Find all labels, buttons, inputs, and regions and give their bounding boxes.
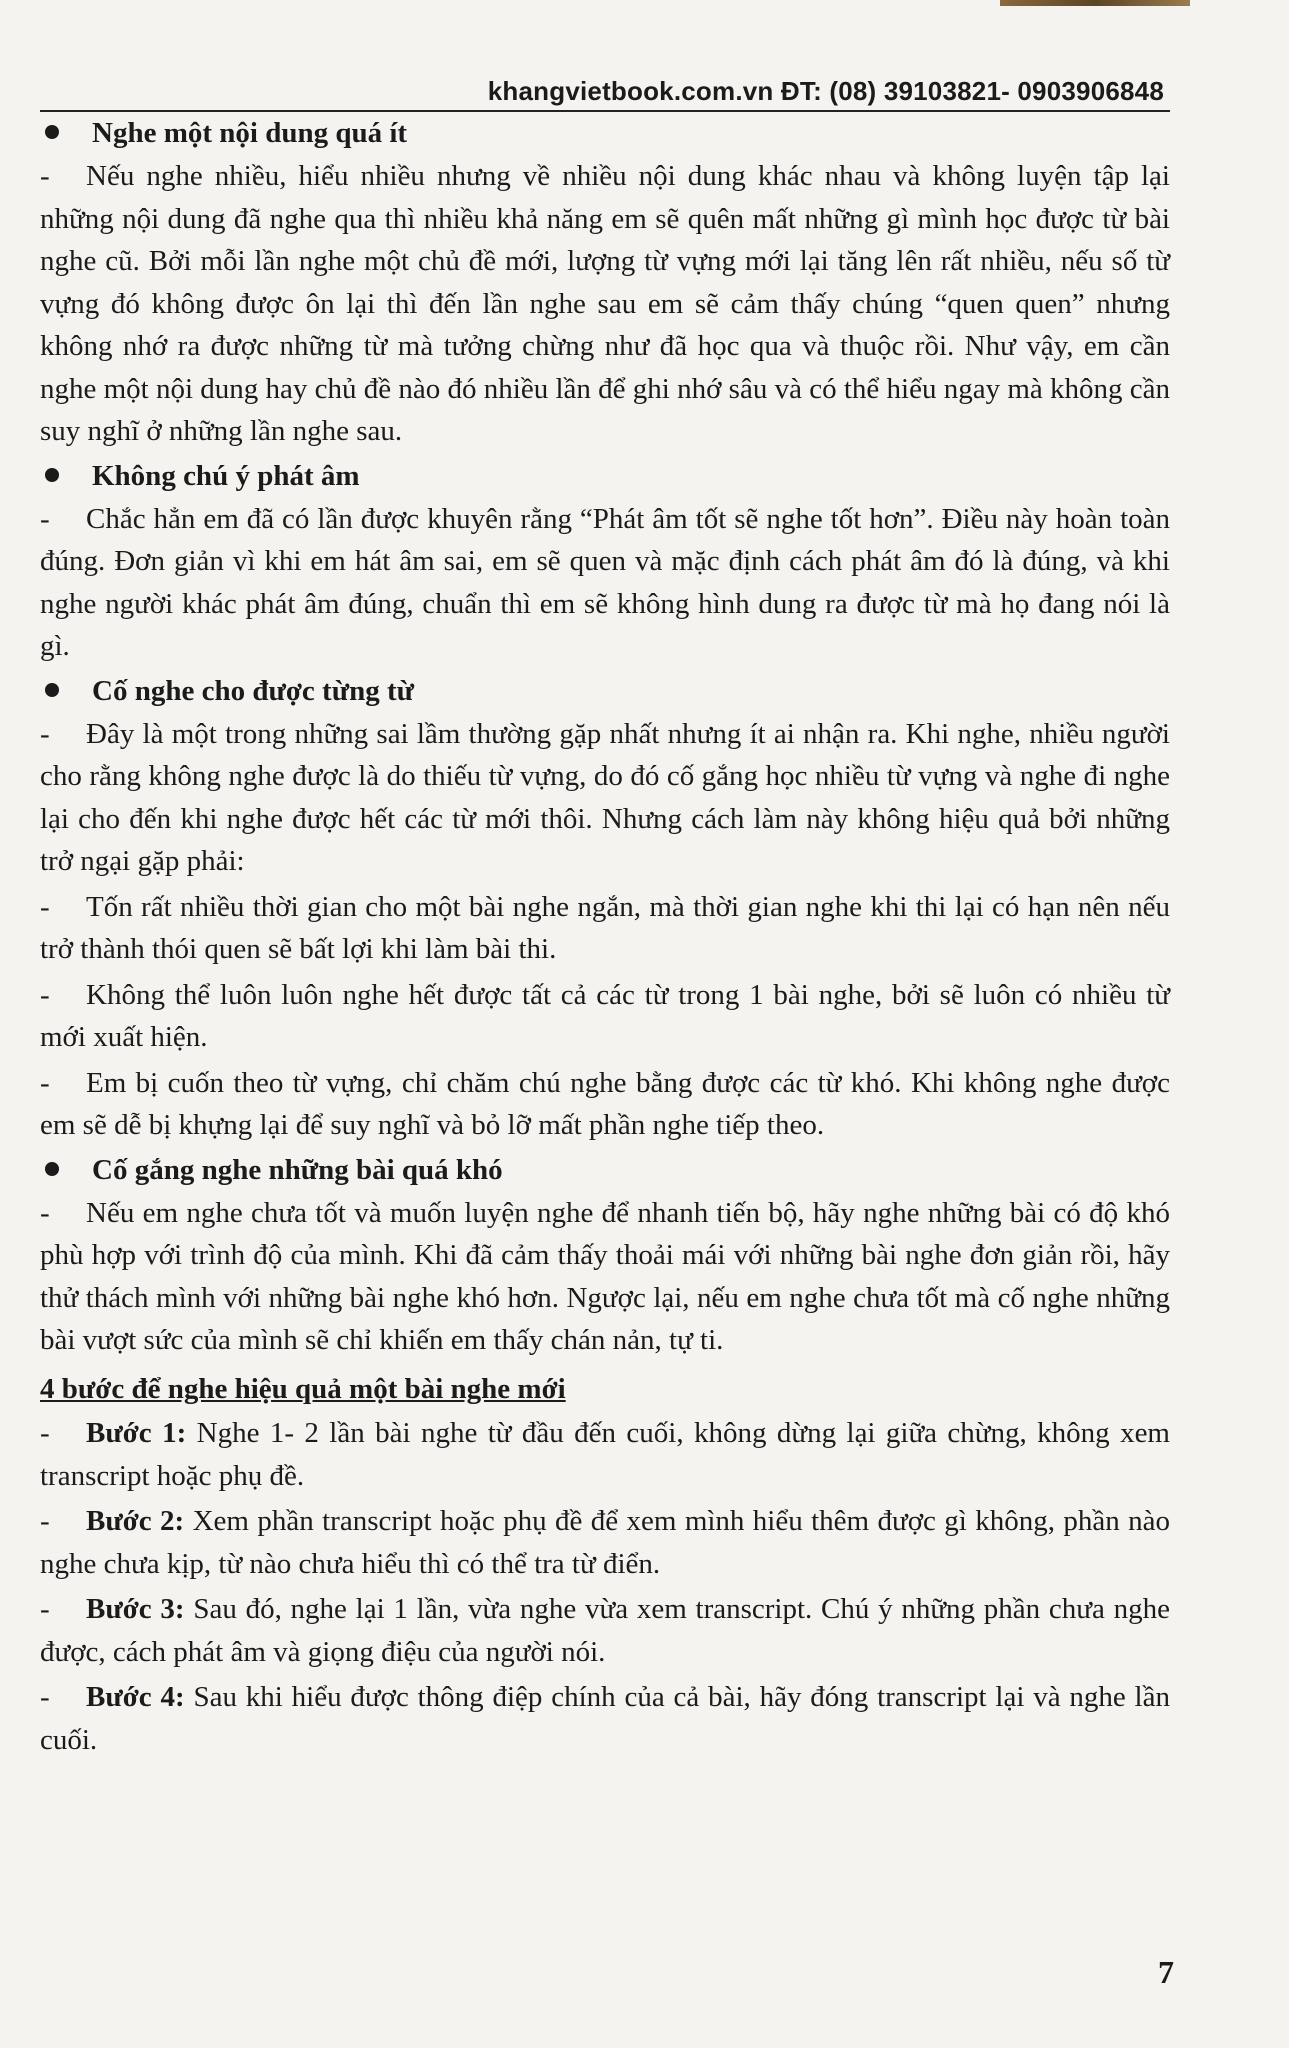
section-heading (40, 1150, 1170, 1190)
running-header (40, 74, 1170, 112)
paragraph-text: Tốn rất nhiều thời gian cho một bài nghe ngắn, mà thời gian nghe khi thi lại có hạn nên nếu trở thành thói quen sẽ bất lợi khi làm bài thi. (40, 890, 1170, 965)
page-number: 7 (1158, 1954, 1174, 1990)
step-text: Xem phần transcript hoặc phụ đề để xem mình hiểu thêm được gì không, phần nào nghe chưa kịp, từ nào chưa hiểu thì có thể tra từ điển. (40, 1505, 1170, 1580)
paragraph (40, 1062, 1170, 1147)
dash-marker: - (40, 890, 50, 923)
paragraph (40, 498, 1170, 668)
heading-text: Không chú ý phát âm (92, 459, 360, 492)
paragraph (40, 974, 1170, 1059)
paragraph (40, 155, 1170, 453)
dash-marker: - (40, 1196, 50, 1229)
page-body (40, 110, 1170, 1764)
dash-marker: - (40, 1681, 50, 1713)
heading-text: Nghe một nội dung quá ít (92, 117, 408, 149)
dash-marker: - (40, 160, 50, 192)
step-item (40, 1588, 1170, 1673)
scan-edge-mark (1000, 0, 1190, 6)
dash-marker: - (40, 717, 50, 750)
dash-marker: - (40, 502, 50, 535)
paragraph-text: Nếu em nghe chưa tốt và muốn luyện nghe để nhanh tiến bộ, hãy nghe những bài có độ khó phù hợp với trình độ của mình. Khi đã cảm thấy thoải mái với những bài nghe đơn giản rồi, hãy thử thách mình với những bài nghe khó hơn. Ngược lại, nếu em nghe chưa tốt mà cố nghe những bài vượt sức của mình sẽ chỉ khiến em thấy chán nản, tự ti. (40, 1196, 1170, 1356)
heading-text: Cố gắng nghe những bài quá khó (92, 1153, 503, 1186)
step-label: Bước 3: (86, 1593, 185, 1625)
dash-marker: - (40, 1593, 50, 1625)
paragraph (40, 713, 1170, 883)
paragraph-text: Nếu nghe nhiều, hiểu nhiều nhưng về nhiều nội dung khác nhau và không luyện tập lại những nội dung đã nghe qua thì nhiều khả năng em sẽ quên mất những gì mình học được từ bài nghe cũ. Bởi mỗi lần nghe một chủ đề mới, lượng từ vựng mới lại tăng lên rất nhiều, nếu số từ vựng đó không được ôn lại thì đến lần nghe sau em sẽ cảm thấy chúng “quen quen” nhưng không nhớ ra được những từ mà tưởng chừng như đã học qua và thuộc rồi. Như vậy, em cần nghe một nội dung hay chủ đề nào đó nhiều lần để ghi nhớ sâu và có thể hiểu ngay mà không cần suy nghĩ ở những lần nghe sau. (40, 160, 1170, 447)
bullet-icon (45, 125, 59, 139)
step-text: Sau khi hiểu được thông điệp chính của cả bài, hãy đóng transcript lại và nghe lần cuối. (40, 1681, 1170, 1756)
step-item (40, 1412, 1170, 1497)
step-text: Sau đó, nghe lại 1 lần, vừa nghe vừa xem transcript. Chú ý những phần chưa nghe được, cách phát âm và giọng điệu của người nói. (40, 1593, 1170, 1668)
step-label: Bước 4: (86, 1681, 185, 1713)
paragraph-text: Em bị cuốn theo từ vựng, chỉ chăm chú nghe bằng được các từ khó. Khi không nghe được em sẽ dễ bị khựng lại để suy nghĩ và bỏ lỡ mất phần nghe tiếp theo. (40, 1066, 1170, 1141)
paragraph-text: Chắc hẳn em đã có lần được khuyên rằng “Phát âm tốt sẽ nghe tốt hơn”. Điều này hoàn toàn đúng. Đơn giản vì khi em hát âm sai, em sẽ quen và mặc định cách phát âm đó là đúng, và khi nghe người khác phát âm đúng, chuẩn thì em sẽ không hình dung ra được từ mà họ đang nói là gì. (40, 502, 1170, 662)
paragraph-text: Đây là một trong những sai lầm thường gặp nhất nhưng ít ai nhận ra. Khi nghe, nhiều người cho rằng không nghe được là do thiếu từ vựng, do đó cố gắng học nhiều từ vựng và nghe đi nghe lại cho đến khi nghe được hết các từ mới thôi. Nhưng cách làm này không hiệu quả bởi những trở ngại gặp phải: (40, 717, 1170, 877)
section-heading (40, 671, 1170, 711)
step-item (40, 1500, 1170, 1585)
bullet-icon (45, 468, 59, 482)
bullet-icon (45, 1162, 59, 1176)
dash-marker: - (40, 1066, 50, 1099)
step-text: Nghe 1- 2 lần bài nghe từ đầu đến cuối, không dừng lại giữa chừng, không xem transcript hoặc phụ đề. (40, 1417, 1170, 1492)
heading-text: Cố nghe cho được từng từ (92, 674, 415, 707)
step-label: Bước 1: (86, 1417, 187, 1449)
bullet-icon (45, 683, 59, 697)
dash-marker: - (40, 1505, 50, 1537)
step-item (40, 1676, 1170, 1761)
step-label: Bước 2: (86, 1505, 185, 1537)
header-contact: khangvietbook.com.vn ĐT: (08) 39103821- 0903906848 (487, 76, 1164, 106)
paragraph (40, 886, 1170, 971)
paragraph-text: Không thể luôn luôn nghe hết được tất cả các từ trong 1 bài nghe, bởi sẽ luôn có nhiều từ mới xuất hiện. (40, 978, 1170, 1053)
dash-marker: - (40, 1417, 50, 1449)
paragraph (40, 1192, 1170, 1362)
section-heading (40, 113, 1170, 153)
dash-marker: - (40, 978, 50, 1011)
section-heading (40, 456, 1170, 496)
steps-title: 4 bước để nghe hiệu quả một bài nghe mới (40, 1372, 566, 1405)
